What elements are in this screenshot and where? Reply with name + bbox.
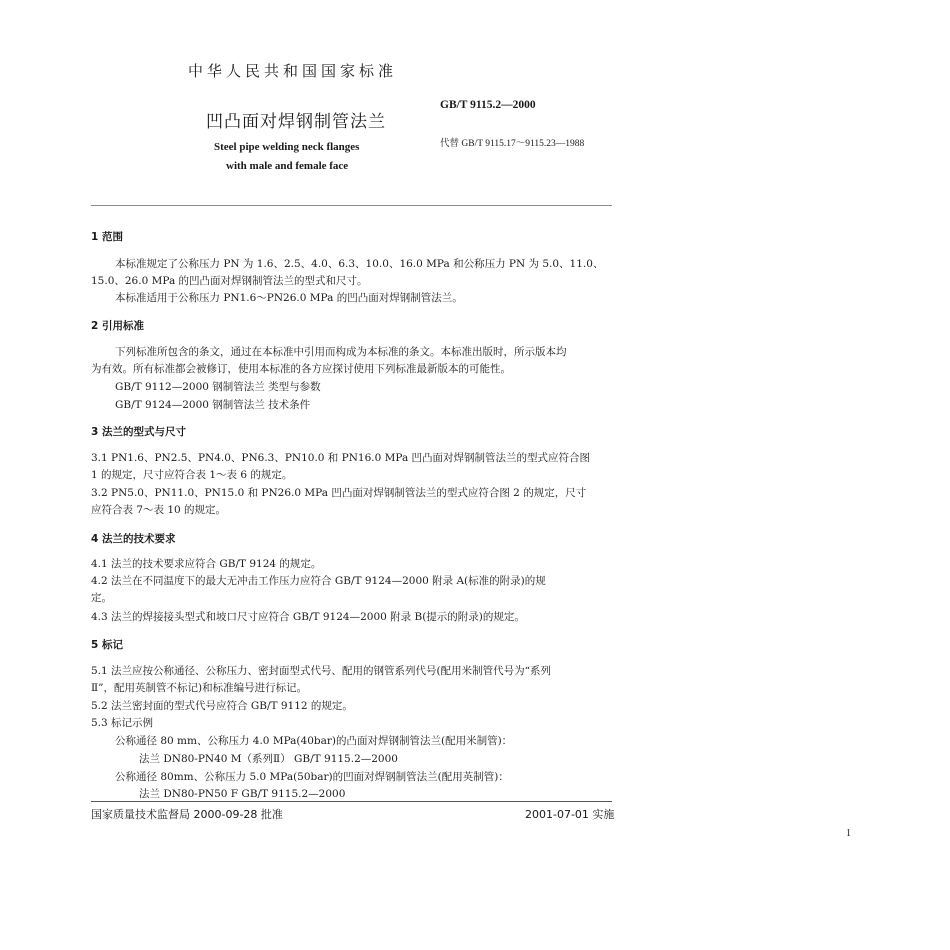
national-standard-title: 中华人民共和国国家标准 — [188, 62, 398, 80]
clause-3-2-line-2: 应符合表 7～表 10 的规定。 — [91, 504, 227, 516]
implementation-date: 2001-07-01 实施 — [525, 808, 615, 821]
clause-3-1-line-2: 1 的规定，尺寸应符合表 1～表 6 的规定。 — [91, 469, 293, 481]
standard-code: GB/T 9115.2—2000 — [440, 99, 536, 111]
clause-4-2-line-2: 定。 — [91, 592, 112, 604]
document-title-cn: 凹凸面对焊钢制管法兰 — [206, 112, 386, 132]
clause-5-3: 5.3 标记示例 — [91, 717, 154, 729]
section-2-para-1-line-2: 为有效。所有标准都会被修订，使用本标准的各方应探讨使用下列标准最新版本的可能性。 — [91, 363, 511, 375]
section-2-heading: 2 引用标准 — [91, 320, 144, 332]
clause-4-3: 4.3 法兰的焊接接头型式和坡口尺寸应符合 GB/T 9124—2000 附录 B(提示的附录)的规定。 — [91, 611, 525, 623]
section-1-para-1-line-2: 15.0、26.0 MPa 的凹凸面对焊钢制管法兰的型式和尺寸。 — [91, 275, 368, 287]
approval-note: 国家质量技术监督局 2000-09-28 批准 — [91, 808, 283, 821]
example-2-description: 公称通径 80mm、公称压力 5.0 MPa(50bar)的凹面对焊钢制管法兰(配用英制管)： — [115, 771, 509, 783]
section-1-para-2: 本标准适用于公称压力 PN1.6～PN26.0 MPa 的凹凸面对焊钢制管法兰。 — [115, 292, 463, 304]
example-1-marking: 法兰 DN80-PN40 M（系列Ⅱ） GB/T 9115.2—2000 — [139, 753, 398, 765]
clause-5-1-line-2: Ⅱ”，配用英制管不标记)和标准编号进行标记。 — [91, 682, 308, 694]
clause-3-1-line-1: 3.1 PN1.6、PN2.5、PN4.0、PN6.3、PN10.0 和 PN16.0 MPa 凹凸面对焊钢制管法兰的型式应符合图 — [91, 452, 591, 464]
section-3-heading: 3 法兰的型式与尺寸 — [91, 426, 186, 438]
example-1-description: 公称通径 80 mm、公称压力 4.0 MPa(40bar)的凸面对焊钢制管法兰(配用米制管)： — [115, 735, 513, 747]
section-2-reference-2: GB/T 9124—2000 钢制管法兰 技术条件 — [115, 399, 311, 411]
document-title-en-line1: Steel pipe welding neck flanges — [214, 141, 360, 153]
document-title-en-line2: with male and female face — [226, 160, 349, 172]
clause-4-2-line-1: 4.2 法兰在不同温度下的最大无冲击工作压力应符合 GB/T 9124—2000 附录 A(标准的附录)的规 — [91, 575, 546, 587]
section-5-heading: 5 标记 — [91, 639, 123, 651]
clause-4-1: 4.1 法兰的技术要求应符合 GB/T 9124 的规定。 — [91, 558, 322, 570]
section-2-reference-1: GB/T 9112—2000 钢制管法兰 类型与参数 — [115, 381, 321, 393]
clause-5-2: 5.2 法兰密封面的型式代号应符合 GB/T 9112 的规定。 — [91, 700, 353, 712]
page-number: 1 — [846, 828, 851, 839]
clause-5-1-line-1: 5.1 法兰应按公称通径、公称压力、密封面型式代号、配用的钢管系列代号(配用米制管代号为“系列 — [91, 665, 551, 677]
replaces-note: 代替 GB/T 9115.17～9115.23—1988 — [440, 139, 585, 149]
section-2-para-1-line-1: 下列标准所包含的条文，通过在本标准中引用而构成为本标准的条文。本标准出版时，所示版本均 — [115, 346, 567, 358]
footer-divider — [91, 801, 612, 802]
section-1-heading: 1 范围 — [91, 231, 123, 243]
header-divider — [91, 205, 612, 206]
section-4-heading: 4 法兰的技术要求 — [91, 533, 176, 545]
clause-3-2-line-1: 3.2 PN5.0、PN11.0、PN15.0 和 PN26.0 MPa 凹凸面对焊钢制管法兰的型式应符合图 2 的规定，尺寸 — [91, 487, 587, 499]
example-2-marking: 法兰 DN80-PN50 F GB/T 9115.2—2000 — [139, 788, 346, 800]
section-1-para-1-line-1: 本标准规定了公称压力 PN 为 1.6、2.5、4.0、6.3、10.0、16.0 MPa 和公称压力 PN 为 5.0、11.0、 — [115, 258, 604, 270]
